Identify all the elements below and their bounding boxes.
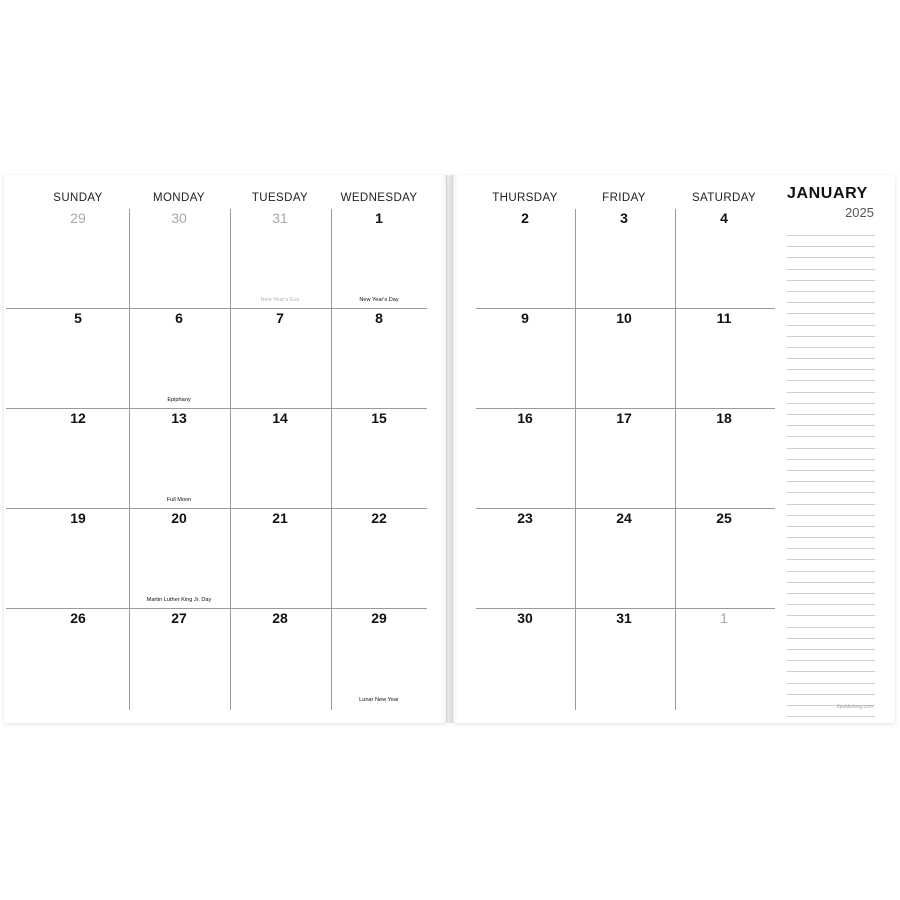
day-number[interactable]: 10	[616, 310, 632, 326]
holiday-label: Martin Luther King Jr. Day	[146, 597, 212, 603]
row-divider	[6, 408, 427, 409]
day-number[interactable]: 1	[375, 210, 383, 226]
holiday-label: New Year's Day	[359, 297, 399, 303]
day-header-sunday: SUNDAY	[53, 192, 103, 204]
note-line[interactable]	[787, 291, 875, 292]
day-number[interactable]: 21	[272, 510, 288, 526]
note-line[interactable]	[787, 392, 875, 393]
note-line[interactable]	[787, 671, 875, 672]
note-line[interactable]	[787, 492, 875, 493]
day-number[interactable]: 12	[70, 410, 86, 426]
day-number[interactable]: 24	[616, 510, 632, 526]
note-line[interactable]	[787, 649, 875, 650]
row-divider	[476, 508, 775, 509]
note-line[interactable]	[787, 336, 875, 337]
column-divider	[575, 209, 576, 710]
note-line[interactable]	[787, 436, 875, 437]
note-line[interactable]	[787, 537, 875, 538]
row-divider	[476, 408, 775, 409]
day-header-wednesday: WEDNESDAY	[340, 192, 418, 204]
note-line[interactable]	[787, 627, 875, 628]
day-header-thursday: THURSDAY	[492, 192, 558, 204]
column-divider	[675, 209, 676, 710]
day-number[interactable]: 29	[371, 610, 387, 626]
note-line[interactable]	[787, 604, 875, 605]
note-line[interactable]	[787, 694, 875, 695]
note-line[interactable]	[787, 313, 875, 314]
note-line[interactable]	[787, 302, 875, 303]
day-number[interactable]: 3	[620, 210, 628, 226]
day-number[interactable]: 6	[175, 310, 183, 326]
day-header-monday: MONDAY	[152, 192, 206, 204]
day-number[interactable]: 8	[375, 310, 383, 326]
note-line[interactable]	[787, 615, 875, 616]
note-line[interactable]	[787, 582, 875, 583]
note-line[interactable]	[787, 660, 875, 661]
day-number[interactable]: 20	[171, 510, 187, 526]
row-divider	[6, 308, 427, 309]
day-number[interactable]: 30	[171, 210, 187, 226]
day-number[interactable]: 9	[521, 310, 529, 326]
day-number[interactable]: 22	[371, 510, 387, 526]
note-line[interactable]	[787, 369, 875, 370]
notes-lines	[787, 235, 875, 727]
day-number[interactable]: 19	[70, 510, 86, 526]
note-line[interactable]	[787, 347, 875, 348]
note-line[interactable]	[787, 526, 875, 527]
day-number[interactable]: 4	[720, 210, 728, 226]
note-line[interactable]	[787, 280, 875, 281]
note-line[interactable]	[787, 515, 875, 516]
day-number[interactable]: 31	[616, 610, 632, 626]
note-line[interactable]	[787, 448, 875, 449]
note-line[interactable]	[787, 358, 875, 359]
note-line[interactable]	[787, 559, 875, 560]
note-line[interactable]	[787, 325, 875, 326]
note-line[interactable]	[787, 425, 875, 426]
day-number[interactable]: 29	[70, 210, 86, 226]
note-line[interactable]	[787, 414, 875, 415]
column-divider	[230, 209, 231, 710]
row-divider	[476, 308, 775, 309]
row-divider	[6, 508, 427, 509]
note-line[interactable]	[787, 235, 875, 236]
note-line[interactable]	[787, 571, 875, 572]
day-number[interactable]: 31	[272, 210, 288, 226]
day-number[interactable]: 11	[716, 310, 732, 326]
holiday-label: Lunar New Year	[359, 697, 399, 703]
note-line[interactable]	[787, 246, 875, 247]
note-line[interactable]	[787, 683, 875, 684]
day-number[interactable]: 13	[171, 410, 187, 426]
binding-spine	[440, 175, 458, 723]
column-divider	[129, 209, 130, 710]
day-number[interactable]: 25	[716, 510, 732, 526]
day-number[interactable]: 30	[517, 610, 533, 626]
holiday-label: New Year's Eve	[260, 297, 300, 303]
note-line[interactable]	[787, 481, 875, 482]
column-divider	[331, 209, 332, 710]
note-line[interactable]	[787, 593, 875, 594]
note-line[interactable]	[787, 459, 875, 460]
day-number[interactable]: 1	[720, 610, 728, 626]
holiday-label: Full Moon	[166, 497, 192, 503]
day-number[interactable]: 14	[272, 410, 288, 426]
day-header-friday: FRIDAY	[602, 192, 646, 204]
note-line[interactable]	[787, 380, 875, 381]
day-number[interactable]: 26	[70, 610, 86, 626]
day-header-tuesday: TUESDAY	[251, 192, 309, 204]
day-number[interactable]: 28	[272, 610, 288, 626]
day-number[interactable]: 27	[171, 610, 187, 626]
publisher-url: tfpublishing.com	[836, 704, 873, 710]
month-title: JANUARY	[787, 185, 868, 202]
note-line[interactable]	[787, 504, 875, 505]
day-number[interactable]: 7	[276, 310, 284, 326]
day-header-saturday: SATURDAY	[691, 192, 757, 204]
holiday-label: Epiphany	[167, 397, 191, 403]
day-number[interactable]: 2	[521, 210, 529, 226]
day-number[interactable]: 17	[616, 410, 632, 426]
year-title: 2025	[845, 205, 874, 220]
note-line[interactable]	[787, 257, 875, 258]
note-line[interactable]	[787, 269, 875, 270]
left-page	[4, 175, 447, 723]
note-line[interactable]	[787, 403, 875, 404]
row-divider	[476, 608, 775, 609]
note-line[interactable]	[787, 548, 875, 549]
note-line[interactable]	[787, 470, 875, 471]
day-number[interactable]: 15	[371, 410, 387, 426]
day-number[interactable]: 5	[74, 310, 82, 326]
note-line[interactable]	[787, 716, 875, 717]
day-number[interactable]: 16	[517, 410, 533, 426]
day-number[interactable]: 23	[517, 510, 533, 526]
note-line[interactable]	[787, 638, 875, 639]
row-divider	[6, 608, 427, 609]
day-number[interactable]: 18	[716, 410, 732, 426]
